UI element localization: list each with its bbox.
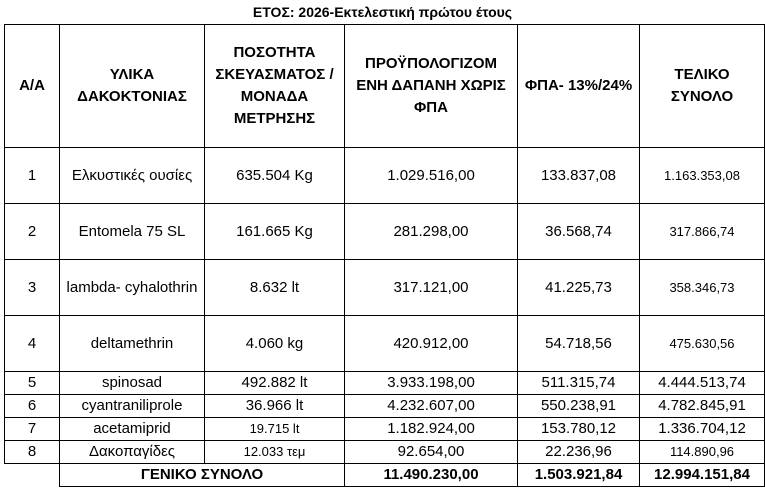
cell-budget: 92.654,00 <box>345 441 518 464</box>
cell-quantity: 19.715 lt <box>205 418 345 441</box>
cell-vat: 153.780,12 <box>518 418 640 441</box>
header-aa: Α/Α <box>5 25 60 148</box>
cell-total: 4.444.513,74 <box>640 372 765 395</box>
header-materials: ΥΛΙΚΑ ΔΑΚΟΚΤΟΝΙΑΣ <box>60 25 205 148</box>
header-budget: ΠΡΟΫΠΟΛΟΓΙΖΟΜ ΕΝΗ ΔΑΠΑΝΗ ΧΩΡΙΣ ΦΠΑ <box>345 25 518 148</box>
cell-material: Δακοπαγίδες <box>60 441 205 464</box>
grand-total-row <box>5 464 765 487</box>
cell-quantity: 36.966 lt <box>205 395 345 418</box>
cell-aa: 8 <box>5 441 60 464</box>
budget-table <box>4 24 765 487</box>
header-row <box>5 25 765 148</box>
cell-budget: 420.912,00 <box>345 316 518 372</box>
cell-vat: 133.837,08 <box>518 148 640 204</box>
cell-aa: 3 <box>5 260 60 316</box>
grand-total-total: 12.994.151,84 <box>640 464 765 487</box>
header-total: ΤΕΛΙΚΟ ΣΥΝΟΛΟ <box>640 25 765 148</box>
cell-material: cyantraniliprole <box>60 395 205 418</box>
grand-total-budget: 11.490.230,00 <box>345 464 518 487</box>
table-row <box>5 204 765 260</box>
cell-quantity: 492.882 lt <box>205 372 345 395</box>
cell-vat: 511.315,74 <box>518 372 640 395</box>
cell-aa: 7 <box>5 418 60 441</box>
header-vat: ΦΠΑ- 13%/24% <box>518 25 640 148</box>
cell-budget: 1.029.516,00 <box>345 148 518 204</box>
cell-budget: 317.121,00 <box>345 260 518 316</box>
cell-material: Ελκυστικές ουσίες <box>60 148 205 204</box>
grand-total-vat: 1.503.921,84 <box>518 464 640 487</box>
cell-budget: 281.298,00 <box>345 204 518 260</box>
grand-total-label: ΓΕΝΙΚΟ ΣΥΝΟΛΟ <box>60 464 345 487</box>
header-quantity: ΠΟΣΟΤΗΤΑ ΣΚΕΥΑΣΜΑΤΟΣ / ΜΟΝΑΔΑ ΜΕΤΡΗΣΗΣ <box>205 25 345 148</box>
cell-quantity: 8.632 lt <box>205 260 345 316</box>
cell-vat: 41.225,73 <box>518 260 640 316</box>
cell-total: 1.336.704,12 <box>640 418 765 441</box>
document-title: ΕΤΟΣ: 2026-Εκτελεστική πρώτου έτους <box>252 4 513 20</box>
table-row <box>5 395 765 418</box>
cell-total: 317.866,74 <box>640 204 765 260</box>
cell-quantity: 635.504 Kg <box>205 148 345 204</box>
cell-aa: 2 <box>5 204 60 260</box>
cell-material: deltamethrin <box>60 316 205 372</box>
cell-material: lambda- cyhalothrin <box>60 260 205 316</box>
cell-vat: 22.236,96 <box>518 441 640 464</box>
table-row <box>5 260 765 316</box>
cell-quantity: 12.033 τεμ <box>205 441 345 464</box>
cell-material: spinosad <box>60 372 205 395</box>
cell-budget: 1.182.924,00 <box>345 418 518 441</box>
cell-aa: 6 <box>5 395 60 418</box>
cell-vat: 550.238,91 <box>518 395 640 418</box>
grand-total-spacer <box>5 464 60 487</box>
table-row <box>5 441 765 464</box>
table-row <box>5 418 765 441</box>
cell-vat: 54.718,56 <box>518 316 640 372</box>
cell-quantity: 161.665 Kg <box>205 204 345 260</box>
cell-vat: 36.568,74 <box>518 204 640 260</box>
cell-budget: 3.933.198,00 <box>345 372 518 395</box>
cell-aa: 4 <box>5 316 60 372</box>
cell-total: 475.630,56 <box>640 316 765 372</box>
cell-budget: 4.232.607,00 <box>345 395 518 418</box>
cell-material: acetamiprid <box>60 418 205 441</box>
table-row <box>5 148 765 204</box>
table-row <box>5 372 765 395</box>
cell-material: Entomela 75 SL <box>60 204 205 260</box>
cell-total: 114.890,96 <box>640 441 765 464</box>
cell-aa: 5 <box>5 372 60 395</box>
table-row <box>5 316 765 372</box>
cell-total: 358.346,73 <box>640 260 765 316</box>
cell-total: 4.782.845,91 <box>640 395 765 418</box>
cell-total: 1.163.353,08 <box>640 148 765 204</box>
cell-quantity: 4.060 kg <box>205 316 345 372</box>
cell-aa: 1 <box>5 148 60 204</box>
